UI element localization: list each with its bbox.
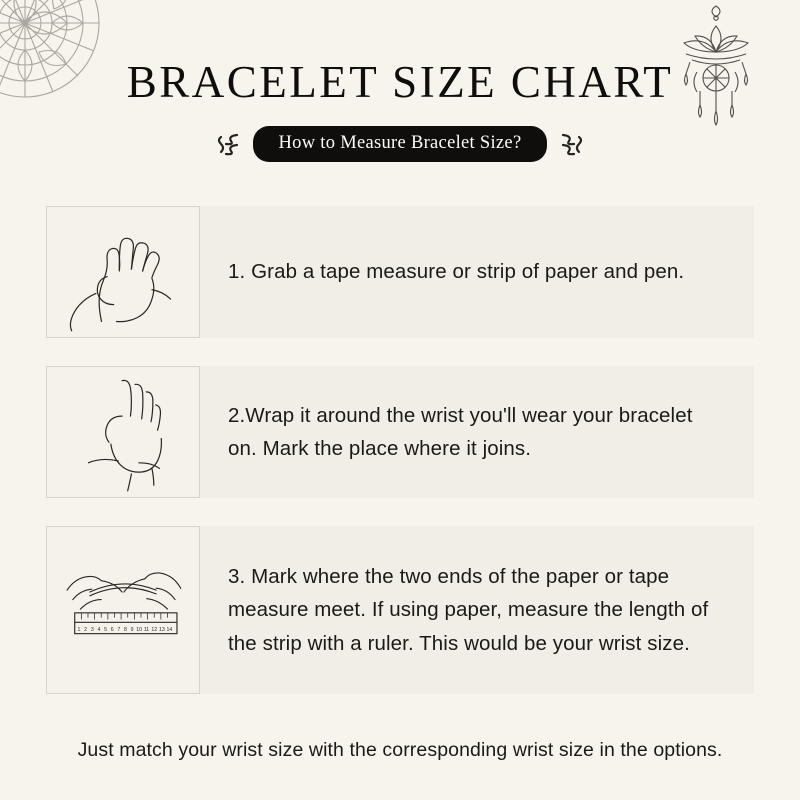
svg-text:8: 8 (123, 626, 127, 633)
svg-text:3: 3 (90, 626, 94, 633)
subtitle-row (0, 126, 800, 162)
flourish-left-icon (213, 131, 241, 157)
svg-text:6: 6 (110, 626, 114, 633)
step-text: 3. Mark where the two ends of the paper or tape measure meet. If using paper, measure the length of the strip with a ruler. This would be your wrist size. (228, 565, 709, 655)
svg-text:11: 11 (143, 626, 150, 633)
list-item (46, 206, 754, 338)
step-text: 2.Wrap it around the wrist you'll wear your bracelet on. Mark the place where it joins. (228, 403, 693, 460)
step-text: 1. Grab a tape measure or strip of paper and pen. (228, 260, 685, 284)
svg-text:13: 13 (158, 626, 165, 633)
svg-text:14: 14 (166, 626, 173, 633)
list-item (46, 526, 754, 694)
svg-text:1: 1 (77, 626, 81, 633)
svg-text:5: 5 (104, 626, 107, 633)
steps-list (0, 206, 800, 722)
svg-text:2: 2 (84, 626, 88, 633)
page-title: BRACELET SIZE CHART (126, 57, 674, 107)
svg-text:12: 12 (151, 626, 158, 633)
flourish-right-icon (559, 131, 587, 157)
svg-text:9: 9 (130, 626, 134, 633)
list-item (46, 366, 754, 498)
subtitle-pill: How to Measure Bracelet Size? (253, 126, 548, 162)
hands-measuring-ruler-icon (46, 526, 200, 694)
svg-text:7: 7 (117, 626, 121, 633)
hand-with-tape-icon (46, 206, 200, 338)
svg-text:4: 4 (97, 626, 101, 633)
svg-text:10: 10 (136, 626, 143, 633)
hand-wrapping-wrist-icon (46, 366, 200, 498)
footer-note: Just match your wrist size with the corresponding wrist size in the options. (77, 739, 723, 761)
